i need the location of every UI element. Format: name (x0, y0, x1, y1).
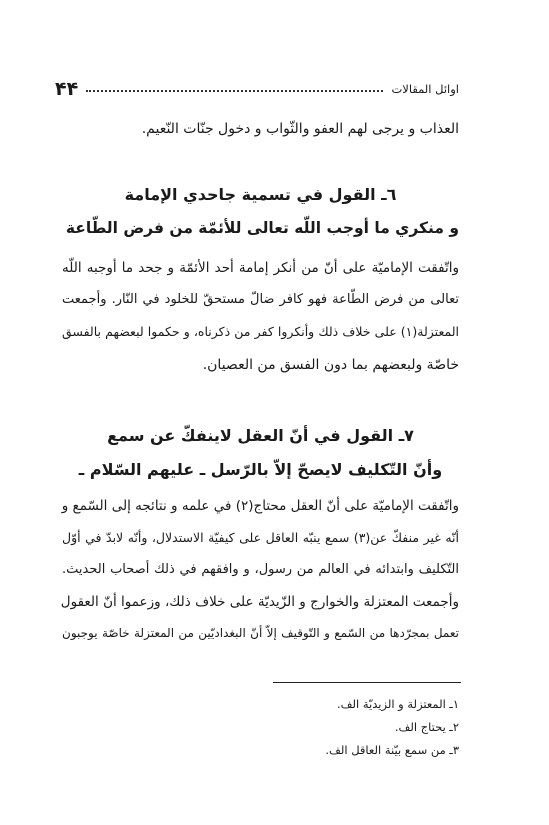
intro-line: العذاب و يرجى لهم العفو والثّواب و دخول جنّات النّعيم. (141, 121, 459, 137)
section-6-heading-line-2: و منكري ما أوجب اللّه تعالى للأئمّة من فرض الطّاعة (65, 219, 459, 237)
section-6-paragraph-line: خاصّة ولبعضهم بما دون الفسق من العصيان. (202, 357, 459, 373)
footnote-1: ١ـ المعتزلة و الزيديّة الف. (336, 697, 459, 711)
section-7-paragraph-line: واتّفقت الإماميّة على أنّ العقل محتاج(٢) في علمه و نتائجه إلى السّمع و (61, 498, 459, 514)
section-7-heading-line-2: وأنّ التّكليف لايصحّ إلاّ بالرّسل ـ عليهم السّلام ـ (78, 460, 443, 479)
footnote-3: ٣ـ من سمع بيّنة العاقل الف. (325, 743, 459, 757)
running-title: اوائل المقالات (391, 82, 459, 96)
section-7-paragraph-line: التّكليف وابتدائه في العالم من رسول، و وافقهم في ذلك أصحاب الحديث. (62, 562, 459, 577)
page-number: ۴۴ (55, 78, 79, 100)
section-7-paragraph-line: وأجمعت المعتزلة والخوارج و الزّيديّة على خلاف ذلك، وزعموا أنّ العقول (60, 594, 459, 610)
section-7-heading-line-1: ٧ـ القول في أنّ العقل لاينفكّ عن سمع (107, 426, 414, 445)
section-6-paragraph-line: المعتزلة(١) على خلاف ذلك وأنكروا كفر من ذكرناه، و حكموا لبعضهم بالفسق (62, 324, 459, 339)
section-7-paragraph-line: تعمل بمجرّدها من السّمع و التّوقيف إلاّ أنّ البغداديّين من المعتزلة خاصّة يوجبون (62, 626, 459, 640)
section-7-paragraph-line: أنّه غير منفكّ عن(٣) سمع ينبّه العاقل على كيفيّة الاستدلال، وأنّه لابدّ في أوّل (62, 530, 459, 545)
footnote-divider (273, 682, 461, 683)
section-6-paragraph-line: تعالى من فرض الطّاعة فهو كافر ضالّ مستحقّ للخلود في النّار. وأجمعت (62, 292, 459, 307)
footnote-2: ٢ـ يحتاج الف. (394, 720, 459, 734)
section-6-heading-line-1: ٦ـ القول في تسمية جاحدي الإمامة (124, 185, 397, 204)
header-dotted-leader (86, 90, 383, 92)
section-6-paragraph-line: واتّفقت الإماميّة على أنّ من أنكر إمامة أحد الأئمّة و جحد ما أوجبه اللّه (62, 260, 459, 276)
running-header (55, 78, 459, 100)
